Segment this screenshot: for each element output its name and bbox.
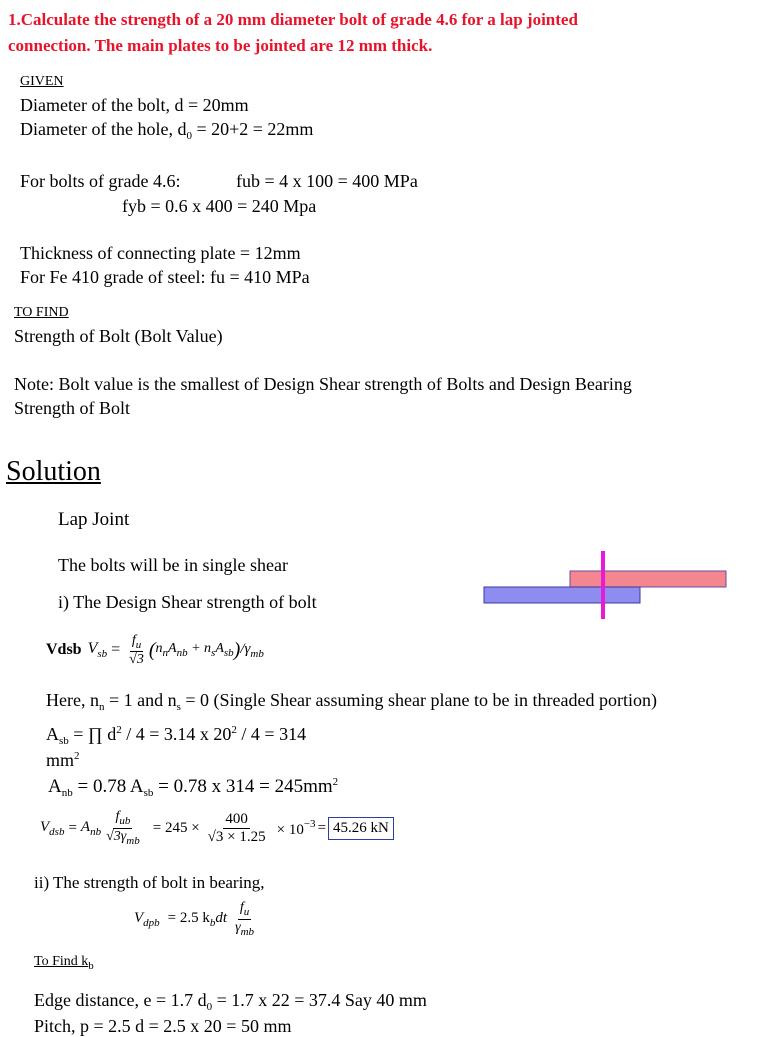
vdsb-paren-expression: ( (148, 638, 156, 661)
fu-over-gamma: $\frac{f_u}{\gamma_{mb}}$ (235, 900, 255, 938)
edge-prefix: Edge distance, e = 1.7 d (34, 990, 207, 1010)
fu-over-root3: $\frac{f_u}{√3}$ (129, 632, 144, 667)
problem-line-1: 1.Calculate the strength of a 20 mm diameter bolt of grade 4.6 for a lap jointed (8, 10, 578, 29)
vdpb-coef (168, 910, 227, 929)
asb-sup: 2 (116, 724, 122, 736)
vdpb-dt: dt (215, 909, 228, 926)
vsb-symbol: $V_{sb}$ (87, 640, 108, 660)
vdsb-formula (46, 628, 264, 672)
asb-rest3: / 4 = 314 (236, 724, 307, 744)
here-prefix: Here, n (46, 690, 99, 710)
edge-sub: 0 (206, 1001, 213, 1013)
calc-exp-sup: −3 (303, 817, 316, 830)
asb-rest: = ∏ d (68, 724, 117, 744)
bottom-plate (484, 587, 640, 603)
calc-den: √3 × 1.25 (207, 828, 266, 845)
given-diameter-bolt: Diameter of the bolt, d = 20mm (20, 95, 249, 115)
given-grade-line: For bolts of grade 4.6: (20, 171, 181, 191)
vdsb-calculation (40, 804, 394, 852)
vdpb-coef-text: = 2.5 k (167, 909, 210, 926)
given-diameter-hole-prefix: Diameter of the hole, d (20, 119, 187, 139)
calc-eq: = (317, 819, 327, 836)
anb-sup: 2 (332, 776, 339, 788)
note-line-1: Note: Bolt value is the smallest of Design Shear strength of Bolts and Design Bearing (14, 374, 632, 394)
asb-line (46, 724, 306, 747)
solution-heading: Solution (6, 456, 101, 487)
lap-joint-label: Lap Joint (58, 509, 130, 530)
to-find-kb (34, 954, 94, 972)
edge-rest: = 1.7 x 22 = 37.4 Say 40 mm (212, 990, 427, 1010)
design-shear-heading: i) The Design Shear strength of bolt (58, 592, 317, 612)
note-line-2: Strength of Bolt (14, 398, 130, 418)
anb-rest: = 0.78 x 314 = 245mm (153, 776, 333, 797)
given-fub: fub = 4 x 100 = 400 MPa (236, 171, 418, 191)
vdsb-paren-close: ) (233, 638, 241, 661)
asb-sub: sb (59, 735, 69, 747)
problem-line-2: connection. The main plates to be jointed are 12 mm thick. (8, 36, 433, 55)
bolt-shank (601, 551, 605, 619)
asb-unit-mm: mm (46, 750, 75, 770)
vdsb-symbol: $V_{dsb}$ (40, 818, 65, 838)
calc-fraction (206, 811, 268, 845)
calc-exp (277, 818, 316, 839)
given-fyb: fyb = 0.6 x 400 = 240 Mpa (122, 196, 317, 216)
here-line (46, 690, 657, 713)
given-thickness: Thickness of connecting plate = 12mm (20, 243, 301, 263)
anb-symbol: $A_{nb}$ (80, 818, 102, 838)
vdsb-equals: = (68, 819, 77, 836)
gamma-mb: $/\gamma_{mb}$ (240, 640, 264, 660)
calc-245: = 245 × (152, 819, 200, 836)
anb-sub2: sb (143, 787, 154, 799)
asb-sup2: 2 (231, 724, 237, 736)
anb-prefix: A (48, 776, 62, 797)
here-sub-n: n (98, 701, 105, 713)
equals-sign: = (111, 641, 121, 658)
here-mid: = 1 and n (104, 690, 177, 710)
single-shear-text: The bolts will be in single shear (58, 555, 288, 575)
vdpb-sub: b (209, 916, 216, 929)
given-diameter-hole (20, 119, 313, 142)
edge-distance (34, 990, 427, 1013)
result-box: 45.26 kN (328, 817, 394, 840)
calc-exp-base: × 10 (276, 821, 304, 838)
vdsb-terms: $n_nA_{nb} + n_sA_{sb}$ (155, 641, 234, 659)
anb-mid: = 0.78 A (72, 776, 144, 797)
to-find-text: Strength of Bolt (Bolt Value) (14, 326, 223, 346)
given-fe410: For Fe 410 grade of steel: fu = 410 MPa (20, 267, 310, 287)
pitch-line: Pitch, p = 2.5 d = 2.5 x 20 = 50 mm (34, 1016, 292, 1036)
to-find-kb-sub: b (88, 960, 94, 972)
given-diameter-hole-sub: 0 (186, 130, 192, 142)
here-rest: = 0 (Single Shear assuming shear plane to be in threaded portion) (180, 690, 657, 710)
asb-prefix: A (46, 724, 59, 744)
top-plate (570, 571, 726, 587)
vdpb-symbol: $V_{dpb}$ (134, 909, 160, 929)
calc-num: 400 (225, 811, 248, 827)
lap-joint-diagram (480, 548, 732, 622)
fub-over-root3-gamma: $\frac{f_{ub}}{√3\gamma_{mb}}$ (106, 809, 140, 847)
vdpb-formula (134, 895, 259, 943)
vdsb-label: Vdsb (46, 641, 82, 658)
to-find-heading: TO FIND (14, 305, 69, 320)
asb-rest2: / 4 = 3.14 x 20 (121, 724, 232, 744)
given-heading: GIVEN (20, 74, 64, 89)
to-find-kb-text: To Find k (34, 954, 89, 969)
here-sub-s: s (176, 701, 181, 713)
anb-line (48, 776, 338, 799)
asb-unit (46, 750, 80, 771)
anb-sub: nb (61, 787, 73, 799)
given-diameter-hole-rest: = 20+2 = 22mm (191, 119, 314, 139)
bearing-heading: ii) The strength of bolt in bearing, (34, 873, 265, 892)
asb-unit-sup: 2 (74, 750, 80, 762)
